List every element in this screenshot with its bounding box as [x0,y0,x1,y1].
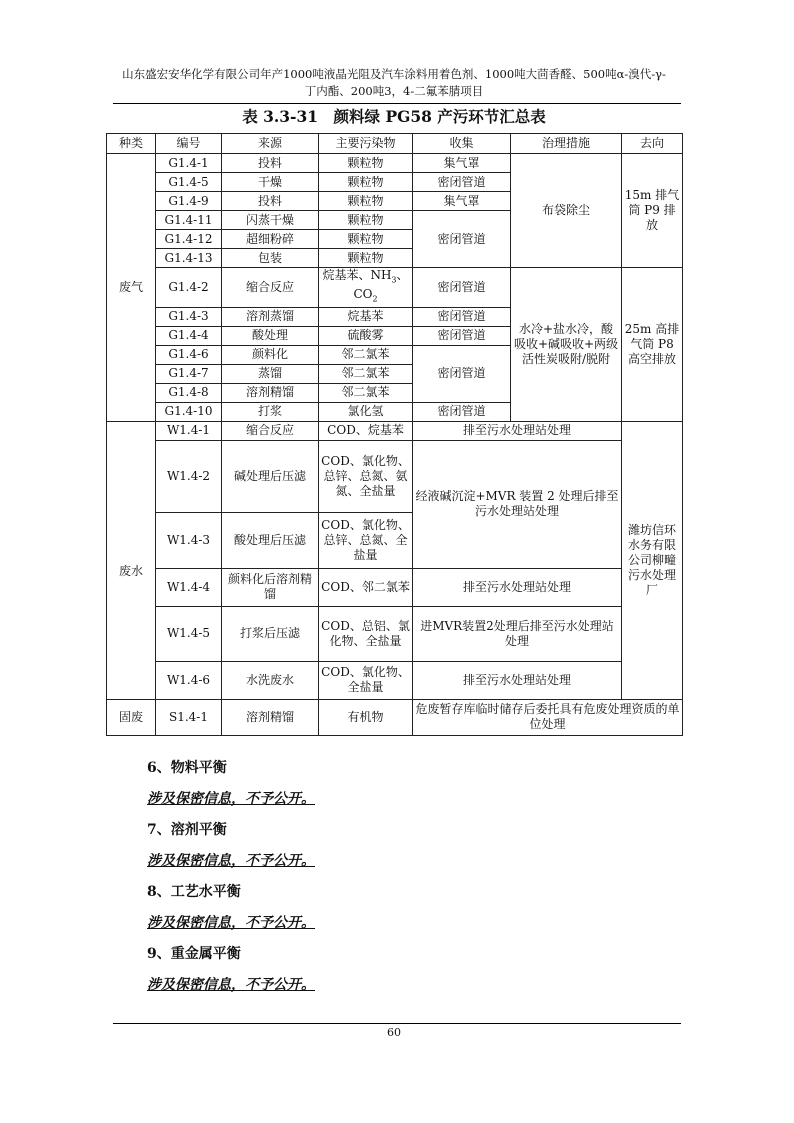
collect-cell: 密闭管道 [413,211,511,268]
source-cell: 溶剂蒸馏 [222,307,319,326]
treatment-cell: 布袋除尘 [511,154,622,268]
pollutant-cell: COD、烷基苯 [319,421,413,440]
source-cell: 酸处理 [222,326,319,345]
source-cell: 溶剂精馏 [222,383,319,402]
pollutant-cell: 邻二氯苯 [319,345,413,364]
pollutant-cell: 邻二氯苯 [319,383,413,402]
pollutant-cell: 邻二氯苯 [319,364,413,383]
pollutant-cell: 有机物 [319,699,413,735]
source-cell: 缩合反应 [222,421,319,440]
collect-cell: 密闭管道 [413,268,511,308]
source-cell: 溶剂精馏 [222,699,319,735]
id-cell: G1.4-6 [156,345,222,364]
treatment-cell: 经液碱沉淀+MVR 装置 2 处理后排至污水处理站处理 [413,440,622,568]
confidential-note: 涉及保密信息，不予公开。 [147,977,315,993]
collect-cell: 密闭管道 [413,173,511,192]
pollutant-cell: 烷基苯 [319,307,413,326]
pollutant-cell: 颗粒物 [319,211,413,230]
col-header: 编号 [156,134,222,154]
pollutant-cell: COD、氯化物、总锌、总氮、全盐量 [319,512,413,568]
col-header: 种类 [107,134,156,154]
collect-cell: 密闭管道 [413,326,511,345]
treatment-cell: 进MVR装置2处理后排至污水处理站处理 [413,606,622,661]
id-cell: G1.4-8 [156,383,222,402]
confidential-note: 涉及保密信息，不予公开。 [147,853,315,869]
id-cell: G1.4-12 [156,230,222,249]
source-cell: 投料 [222,192,319,211]
id-cell: W1.4-1 [156,421,222,440]
id-cell: W1.4-4 [156,568,222,606]
id-cell: W1.4-3 [156,512,222,568]
category-cell: 固废 [107,699,156,735]
collect-cell: 集气罩 [413,192,511,211]
collect-cell: 密闭管道 [413,307,511,326]
source-cell: 碱处理后压滤 [222,440,319,512]
col-header: 去向 [622,134,683,154]
source-cell: 酸处理后压滤 [222,512,319,568]
category-cell: 废气 [107,154,156,422]
pollutant-cell: 颗粒物 [319,249,413,268]
source-cell: 颜料化 [222,345,319,364]
destination-cell: 15m 排气筒 P9 排放 [622,154,683,268]
pollutant-cell: COD、氯化物、全盐量 [319,661,413,699]
section-heading: 8、工艺水平衡 [147,884,241,900]
id-cell: W1.4-2 [156,440,222,512]
treatment-cell: 排至污水处理站处理 [413,661,622,699]
id-cell: G1.4-2 [156,268,222,308]
col-header: 收集 [413,134,511,154]
col-header: 来源 [222,134,319,154]
collect-cell: 密闭管道 [413,402,511,421]
section-heading: 9、重金属平衡 [147,946,241,962]
table-title: 表 3.3-31 颜料绿 PG58 产污环节汇总表 [242,107,546,126]
table-row [107,606,683,661]
table-row [107,699,683,735]
source-cell: 打浆 [222,402,319,421]
treatment-cell: 排至污水处理站处理 [413,568,622,606]
source-cell: 蒸馏 [222,364,319,383]
header-rule [113,103,681,104]
section-heading: 6、物料平衡 [147,760,227,776]
section-heading: 7、溶剂平衡 [147,822,227,838]
id-cell: G1.4-13 [156,249,222,268]
id-cell: G1.4-1 [156,154,222,173]
header-line-2: 丁内酯、200吨3，4-二氟苯腈项目 [304,84,484,98]
id-cell: W1.4-6 [156,661,222,699]
page-number: 60 [387,1026,401,1039]
pollutant-cell: 颗粒物 [319,173,413,192]
id-cell: G1.4-9 [156,192,222,211]
table-row [107,268,683,308]
collect-cell: 集气罩 [413,154,511,173]
table-row [107,661,683,699]
destination-cell: 25m 高排气筒 P8 高空排放 [622,268,683,422]
source-cell: 颜料化后溶剂精馏 [222,568,319,606]
balance-sections [147,758,547,1006]
source-cell: 干燥 [222,173,319,192]
pollutant-cell: 硫酸雾 [319,326,413,345]
footer-rule [113,1023,681,1024]
col-header: 治理措施 [511,134,622,154]
collect-cell: 密闭管道 [413,345,511,402]
id-cell: G1.4-10 [156,402,222,421]
source-cell: 投料 [222,154,319,173]
header-line-1: 山东盛宏安华化学有限公司年产1000吨液晶光阻及汽车涂料用着色剂、1000吨大茴香醛、500吨α-溴代-γ- [122,67,666,81]
pollutant-cell: 颗粒物 [319,230,413,249]
source-cell: 打浆后压滤 [222,606,319,661]
col-header: 主要污染物 [319,134,413,154]
pollutant-cell: COD、总铝、氯化物、全盐量 [319,606,413,661]
confidential-note: 涉及保密信息，不予公开。 [147,791,315,807]
table-row [107,421,683,440]
confidential-note: 涉及保密信息，不予公开。 [147,915,315,931]
id-cell: S1.4-1 [156,699,222,735]
table-row [107,568,683,606]
pollutant-cell: 氯化氢 [319,402,413,421]
table-row [107,154,683,173]
id-cell: G1.4-11 [156,211,222,230]
source-cell: 包装 [222,249,319,268]
pollutant-cell: 烷基苯、$NH_3$、 $CO_2$ [319,268,413,308]
id-cell: G1.4-3 [156,307,222,326]
page-header [106,66,682,100]
category-cell: 废水 [107,421,156,699]
treatment-cell: 排至污水处理站处理 [413,421,622,440]
source-cell: 超细粉碎 [222,230,319,249]
id-cell: G1.4-5 [156,173,222,192]
pollutant-cell: 颗粒物 [319,154,413,173]
id-cell: G1.4-4 [156,326,222,345]
pollutant-cell: COD、氯化物、总锌、总氮、氨氮、全盐量 [319,440,413,512]
pollutant-cell: 颗粒物 [319,192,413,211]
id-cell: G1.4-7 [156,364,222,383]
destination-cell: 潍坊信环水务有限公司柳疃污水处理厂 [622,421,683,699]
treatment-cell: 危废暂存库临时储存后委托具有危废处理资质的单位处理 [413,699,683,735]
table-row [107,440,683,512]
source-cell: 水洗废水 [222,661,319,699]
pollution-table [106,133,683,736]
treatment-cell: 水冷+盐水冷，酸吸收+碱吸收+两级活性炭吸附/脱附 [511,268,622,422]
id-cell: W1.4-5 [156,606,222,661]
pollutant-cell: COD、邻二氯苯 [319,568,413,606]
table-header-row [107,134,683,154]
source-cell: 缩合反应 [222,268,319,308]
source-cell: 闪蒸干燥 [222,211,319,230]
